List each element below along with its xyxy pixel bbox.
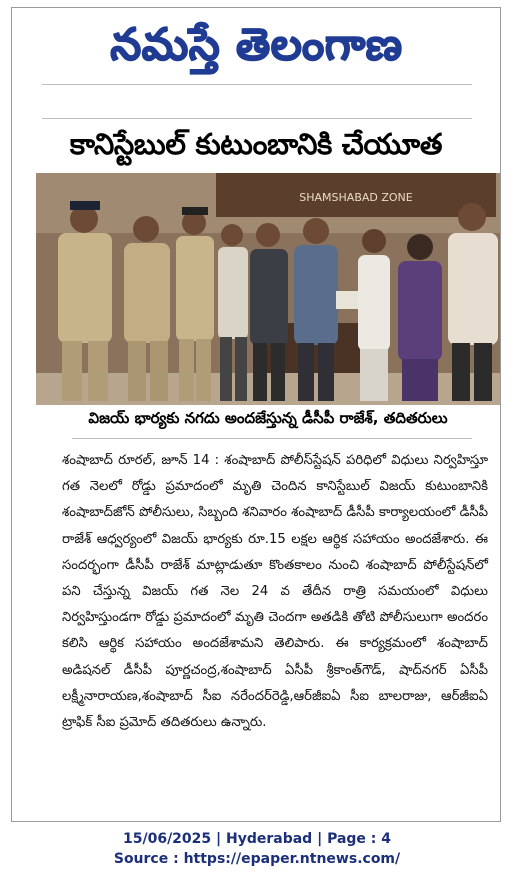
article-paragraph: శంషాబాద్ రూరల్, జూన్ 14 : శంషాబాద్ పోలీస్‌స్టేషన్ పరిధిలో విధులు నిర్వహిస్తూ గత నెలలో రోడ్డు ప్రమాదంలో మృతి చెందిన కానిస్టేబుల్ విజయ్ కుటుంబానికి శంషాబాద్‌జోన్ పోలీసులు, సిబ్బంది శనివారం శంషాబాద్ డీసీపీ కార్యాలయంలో డీసీపీ రాజేశ్ ఆధ్వర్యంలో విజయ్ భార్యకు రూ.15 లక్షల ఆర్థిక సహాయం అందజేశారు. ఈ సందర్భంగా డీసీపీ రాజేశ్ మాట్లాడుతూ కొంతకాలం నుంచి శంషాబాద్ పోలీస్టేషన్‌లో పని చేస్తున్న విజయ్ గత నెల 24 వ తేదీన రాత్రి సమయంలో విధులు నిర్వహిస్తుండగా రోడ్డు ప్రమాదంలో మృతి చెందగా అతడికి తోటి పోలీసులుగా అందరం కలిసి ఆర్థిక సహాయం అందజేశామని తెలిపారు. ఈ కార్యక్రమంలో శంషాబాద్ అడిషనల్ డీసీపీ పూర్ణచంద్ర,శంషాబాద్ ఏసీపీ శ్రీకాంత్‌గౌడ్, షాద్‌నగర్ ఏసీపీ లక్ష్మీనారాయణ,శంషాబాద్ సీఐ నరేందర్‌రెడ్డి,ఆర్‌జీఐఏ సీఐ బాలరాజు, ఆర్‌జీఐఏ ట్రాఫిక్ సీఐ ప్రమోద్ తదితరులు ఉన్నారు. [62,453,488,731]
source-url: Source : https://epaper.ntnews.com/ [113,851,401,867]
newspaper-clipping [11,7,501,822]
publication-info: 15/06/2025 | Hyderabad | Page : 4 [122,831,392,847]
photo-caption: విజయ్ భార్యకు నగదు అందజేస్తున్న డీసీపీ రాజేశ్, తదితరులు [88,409,448,427]
article-headline: కానిస్టేబుల్ కుటుంబానికి చేయూత [69,127,443,161]
article-body [62,448,488,736]
article-photo [36,173,500,405]
caption-divider [72,438,472,439]
photo-office-sign: SHAMSHABAD ZONE [299,191,413,204]
masthead-divider [42,84,472,85]
headline-divider [42,118,472,119]
newspaper-masthead: నమస్తే తెలంగాణ [109,19,403,70]
